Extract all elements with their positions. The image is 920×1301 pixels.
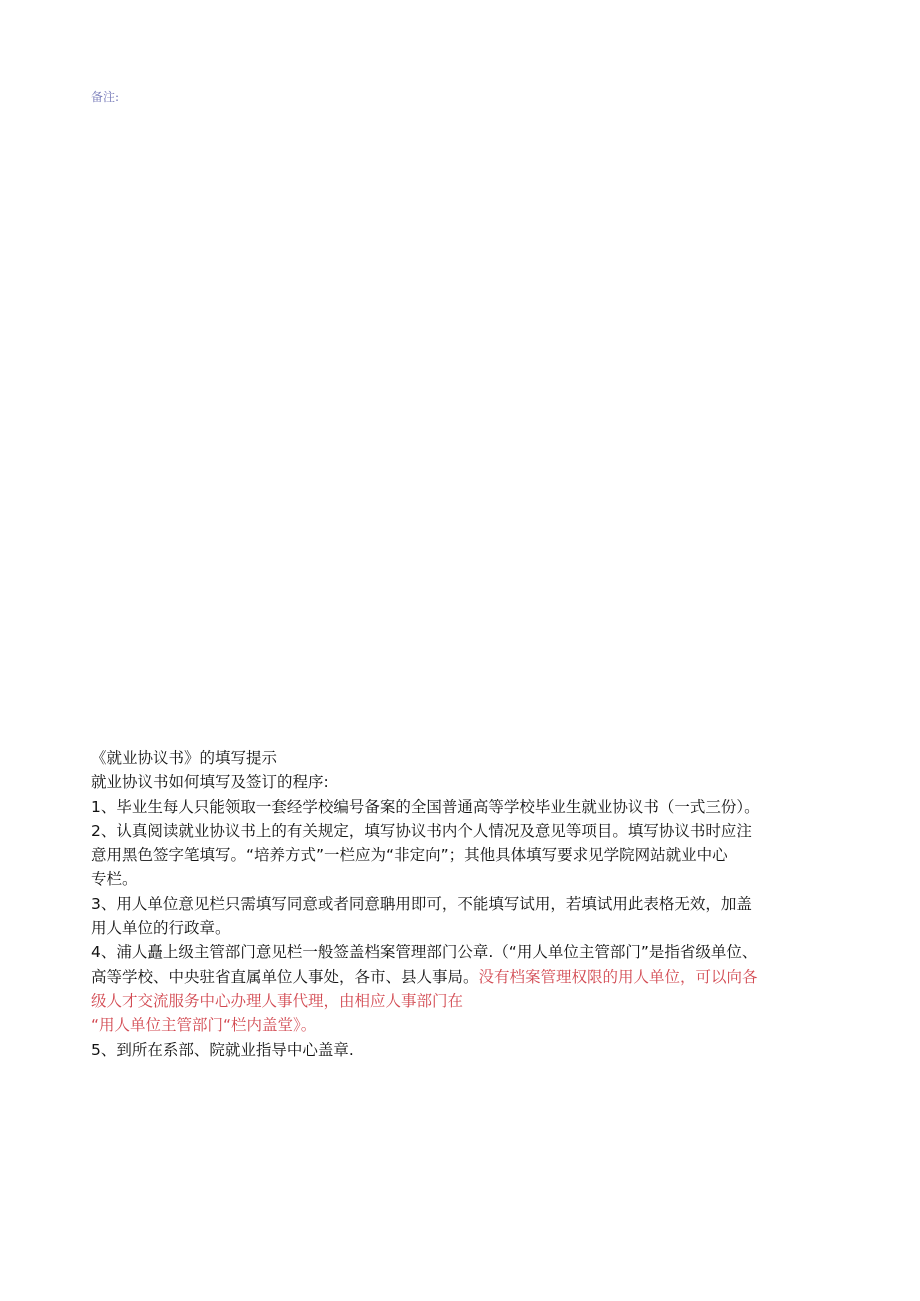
note-label: 备注: <box>91 90 120 104</box>
instruction-item-4-line-2 <box>91 965 831 989</box>
instruction-item-4-line-4: “用人单位主管部门“栏内盖堂》。 <box>91 1016 317 1035</box>
instruction-item-5: 5、到所在系部、院就业指导中心盖章. <box>91 1040 354 1059</box>
instruction-item-2-line-2: 意用黑色签字笔填写。“培养方式”一栏应为“非定向”；其他具体填写要求见学院网站就业中心 <box>91 846 728 865</box>
instructions-title: 《就业协议书》的填写提示 <box>91 749 278 767</box>
instruction-item-4-line-3: 级人才交流服务中心办理人事代理，由相应人事部门在 <box>91 991 464 1010</box>
instruction-item-3-line-2: 用人单位的行政章。 <box>91 919 231 938</box>
filling-instructions <box>91 746 831 1062</box>
instruction-item-4-line-2-text: 高等学校、中央驻省直属单位人事处，各市、县人事局。 <box>91 967 479 986</box>
instruction-item-2-line-1: 2、认真阅读就业协议书上的有关规定，填写协议书内个人情况及意见等项目。填写协议书时应注 <box>91 821 752 840</box>
instruction-item-2-line-3: 专栏。 <box>91 870 138 889</box>
instruction-item-4-highlight: 没有档案管理权限的用人单位，可以向各 <box>478 967 758 986</box>
instruction-item-1: 1、毕业生每人只能领取一套经学校编号备案的全国普通高等学校毕业生就业协议书（一式三份）。 <box>91 797 760 816</box>
instruction-item-3-line-1: 3、用人单位意见栏只需填写同意或者同意聃用即可，不能填写试用，若填试用此表格无效，加盖 <box>91 894 752 913</box>
instruction-item-4-line-1: 4、浦人矗上级主管部门意见栏一般签盖档案管理部门公章.（“用人单位主管部门”是指省级单位、 <box>91 943 758 962</box>
instructions-subtitle: 就业协议书如何填写及签订的程序: <box>91 773 329 792</box>
